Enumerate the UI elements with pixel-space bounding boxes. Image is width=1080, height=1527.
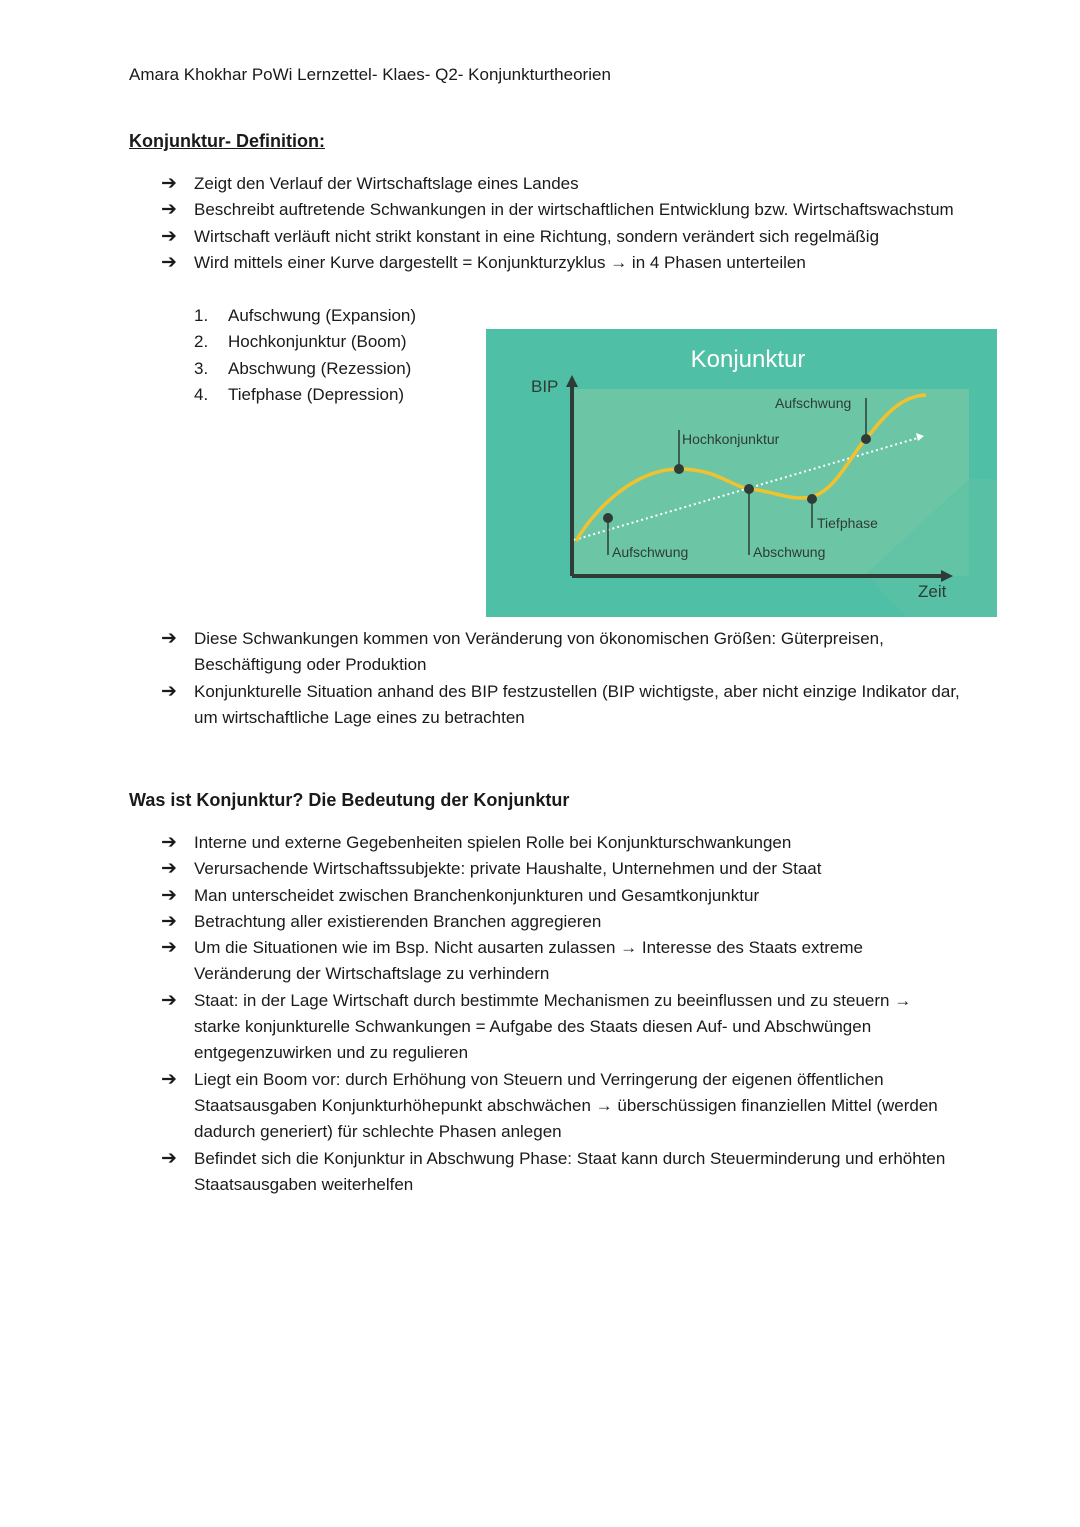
- phase-item: 2. Hochkonjunktur (Boom): [194, 332, 407, 352]
- phase-item: 1. Aufschwung (Expansion): [194, 306, 417, 325]
- label-tiefphase: Tiefphase: [817, 515, 878, 531]
- diagram-title: Konjunktur: [690, 346, 806, 373]
- phase-point: [807, 494, 817, 504]
- y-axis-label: BIP: [531, 377, 559, 396]
- phase-item: 4. Tiefphase (Depression): [194, 384, 405, 404]
- list-item: ➔ Betrachtung aller existierenden Branchen aggregieren: [161, 909, 961, 935]
- arrow-icon: ➔: [161, 1068, 177, 1090]
- arrow-icon: ➔: [161, 884, 177, 906]
- list-item: ➔ Interne und externe Gegebenheiten spielen Rolle bei Konjunkturschwankungen: [161, 830, 961, 856]
- phase-list: [194, 303, 416, 408]
- arrow-icon: ➔: [161, 832, 177, 853]
- page-header: Amara Khokhar PoWi Lernzettel- Klaes- Q2- Konjunkturtheorien: [129, 65, 611, 84]
- bedeutung-bullet-list: [161, 830, 961, 1198]
- list-item: ➔ Staat: in der Lage Wirtschaft durch bestimmte Mechanismen zu beeinflussen und zu steuern → starke konjunkturelle Schwankungen = Aufgabe des Staats diesen Auf- und Abschwüngen entgegenzuwirken und zu regulieren: [161, 989, 912, 1063]
- section-title-bedeutung: Was ist Konjunktur? Die Bedeutung der Konjunktur: [129, 790, 570, 810]
- list-item: ➔ Verursachende Wirtschaftssubjekte: private Haushalte, Unternehmen und der Staat: [161, 856, 961, 882]
- arrow-icon: ➔: [161, 173, 177, 194]
- arrow-icon: ➔: [161, 937, 177, 959]
- list-item: ➔ Beschreibt auftretende Schwankungen in der wirtschaftlichen Entwicklung bzw. Wirtschaftswachstum: [161, 197, 961, 223]
- list-item: ➔ Befindet sich die Konjunktur in Abschwung Phase: Staat kann durch Steuerminderung und erhöhten Staatsausgaben weiterhelfen: [161, 1147, 946, 1194]
- label-hochkonjunktur: Hochkonjunktur: [682, 431, 780, 447]
- list-item: ➔ Diese Schwankungen kommen von Veränderung von ökonomischen Größen: Güterpreisen, Beschäftigung oder Produktion: [161, 628, 884, 675]
- phase-item: 3. Abschwung (Rezession): [194, 358, 412, 378]
- arrow-icon: ➔: [161, 199, 177, 221]
- arrow-icon: ➔: [161, 1147, 177, 1169]
- arrow-icon: ➔: [161, 858, 177, 880]
- arrow-icon: ➔: [161, 628, 177, 649]
- definition-bullet-list-continued: [161, 626, 961, 731]
- phase-point: [861, 434, 871, 444]
- arrow-icon: ➔: [161, 251, 177, 273]
- label-abschwung: Abschwung: [753, 544, 826, 560]
- label-aufschwung-top: Aufschwung: [775, 395, 852, 411]
- list-item: ➔ Konjunkturelle Situation anhand des BIP festzustellen (BIP wichtigste, aber nicht einzige Indikator dar, um wirtschaftliche Lage eines zu betrachten: [161, 680, 960, 727]
- list-item: ➔ Man unterscheidet zwischen Branchenkonjunkturen und Gesamtkonjunktur: [161, 883, 961, 909]
- list-item: ➔ Um die Situationen wie im Bsp. Nicht ausarten zulassen → Interesse des Staats extreme Veränderung der Wirtschaftslage zu verhindern: [161, 937, 863, 984]
- label-aufschwung-bottom: Aufschwung: [612, 544, 689, 560]
- phase-point: [674, 464, 684, 474]
- list-item: ➔ Liegt ein Boom vor: durch Erhöhung von Steuern und Verringerung der eigenen öffentlichen Staatsausgaben Konjunkturhöhepunkt abschwächen → überschüssigen finanziellen Mittel (werden dadurch generiert) für schlechte Phasen anlegen: [161, 1068, 938, 1142]
- list-item: ➔ Wird mittels einer Kurve dargestellt = Konjunkturzyklus → in 4 Phasen unterteilen: [161, 250, 961, 276]
- arrow-icon: ➔: [161, 910, 177, 932]
- x-axis-label: Zeit: [918, 582, 947, 601]
- arrow-icon: ➔: [161, 680, 177, 702]
- arrow-icon: ➔: [161, 989, 177, 1011]
- phase-point: [603, 513, 613, 523]
- list-item: ➔ Wirtschaft verläuft nicht strikt konstant in eine Richtung, sondern verändert sich regelmäßig: [161, 224, 961, 250]
- section-title-definition: Konjunktur- Definition:: [129, 131, 325, 151]
- definition-bullet-list: [161, 171, 961, 276]
- list-item: ➔ Zeigt den Verlauf der Wirtschaftslage eines Landes: [161, 171, 961, 197]
- phase-point: [744, 484, 754, 494]
- arrow-icon: ➔: [161, 225, 177, 247]
- konjunktur-diagram: [486, 329, 997, 617]
